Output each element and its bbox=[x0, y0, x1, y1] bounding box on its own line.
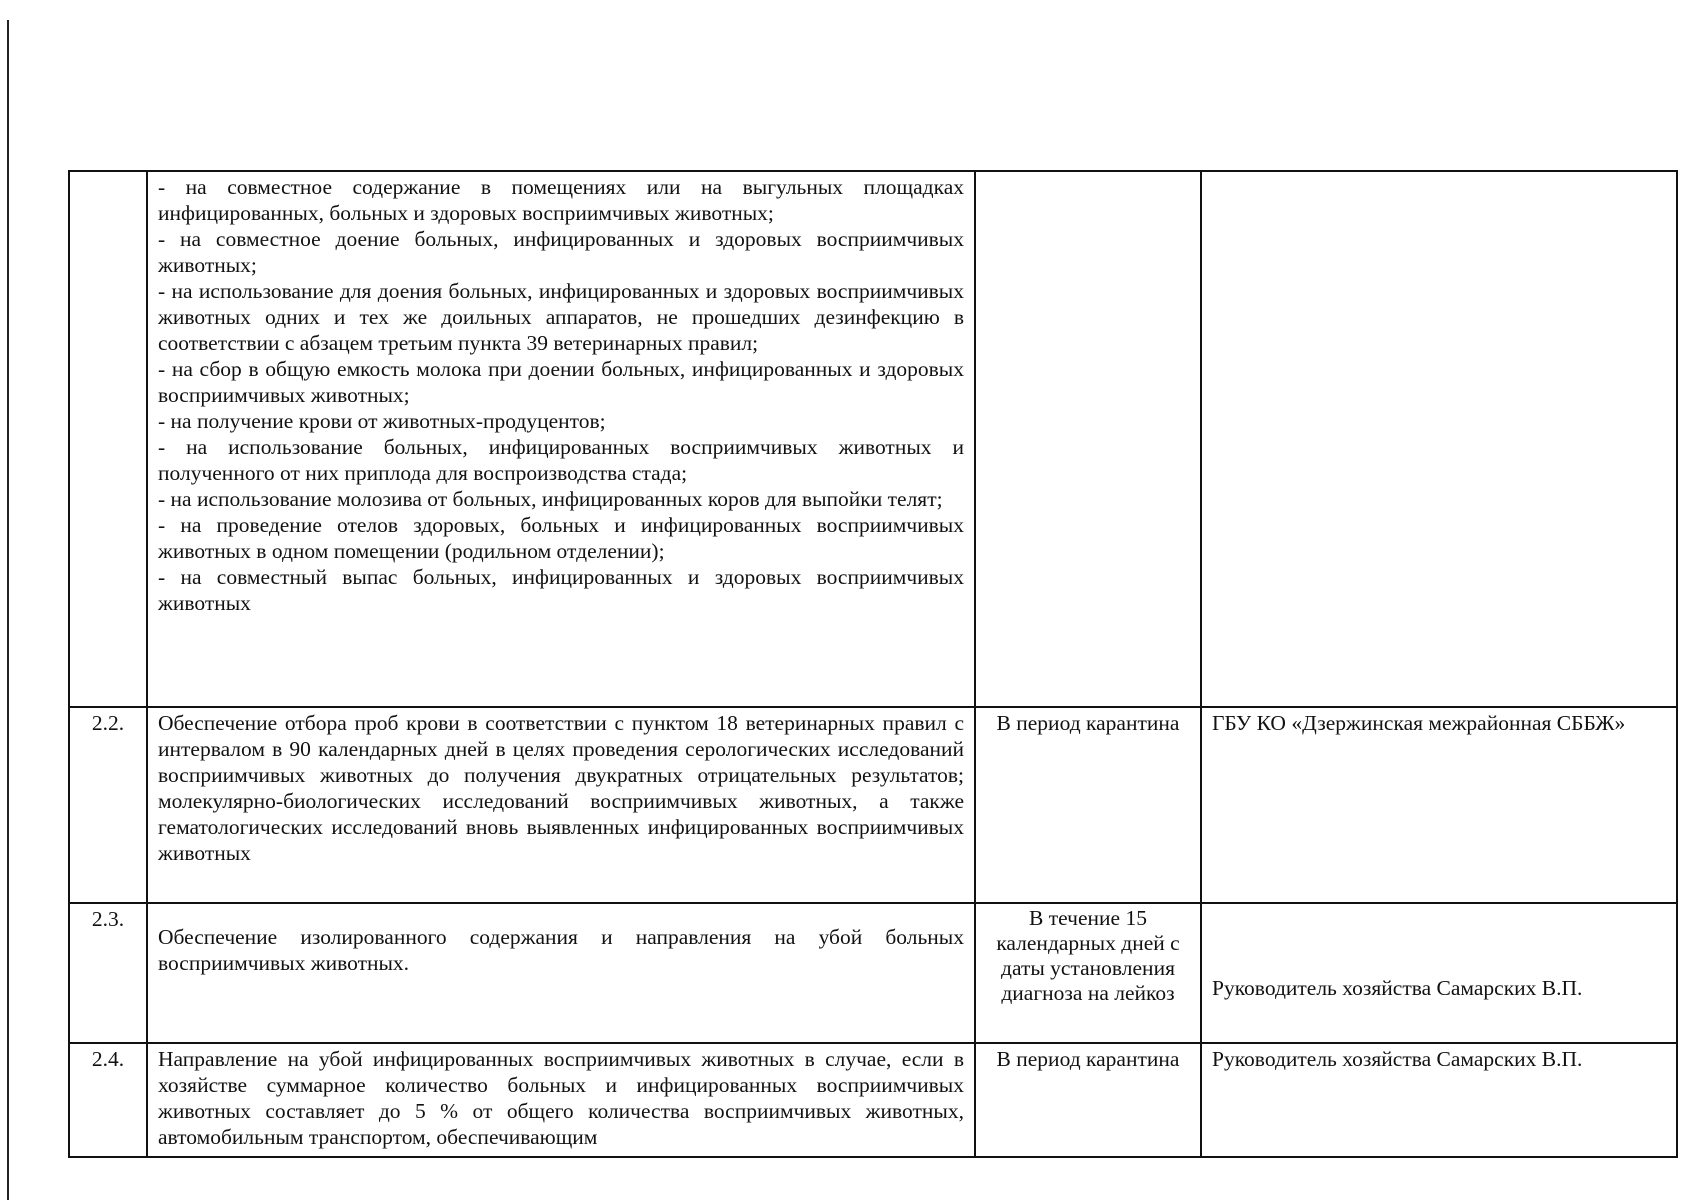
prohibition-item: - на совместное содержание в помещениях или на выгульных площадках инфицированных, больных и здоровых восприимчивых животных; bbox=[158, 175, 964, 225]
prohibition-item: - на совместный выпас больных, инфицированных и здоровых восприимчивых животных bbox=[158, 565, 964, 615]
measure-text bbox=[147, 707, 975, 903]
measure-paragraph: Направление на убой инфицированных восприимчивых животных в случае, если в хозяйстве суммарное количество больных и инфицированных восприимчивых животных составляет до 5 % от общего количества восприимчивых животных, автомобильным транспортом, обеспечивающим bbox=[158, 1047, 964, 1149]
row-number: 2.3. bbox=[69, 903, 147, 1043]
row-number: 2.4. bbox=[69, 1043, 147, 1157]
responsible-cell: ГБУ КО «Дзержинская межрайонная СББЖ» bbox=[1201, 707, 1677, 903]
prohibition-item: - на использование для доения больных, инфицированных и здоровых восприимчивых животных одних и тех же доильных аппаратов, не прошедших дезинфекцию в соответствии с абзацем третьим пункта 39 ветеринарных правил; bbox=[158, 279, 964, 355]
table-row bbox=[69, 171, 1677, 707]
row-number bbox=[69, 171, 147, 707]
table-row bbox=[69, 1043, 1677, 1157]
measures-table bbox=[68, 170, 1678, 1158]
measure-paragraph: Обеспечение отбора проб крови в соответствии с пунктом 18 ветеринарных правил с интервалом в 90 календарных дней в целях проведения серологических исследований восприимчивых животных до получения двукратных отрицательных результатов; молекулярно-биологических исследований восприимчивых животных, а также гематологических исследований вновь выявленных инфицированных восприимчивых животных bbox=[158, 711, 964, 865]
term-cell: В течение 15 календарных дней с даты установления диагноза на лейкоз bbox=[975, 903, 1201, 1043]
term-cell bbox=[975, 171, 1201, 707]
row-number: 2.2. bbox=[69, 707, 147, 903]
prohibition-item: - на проведение отелов здоровых, больных и инфицированных восприимчивых животных в одном помещении (родильном отделении); bbox=[158, 513, 964, 563]
responsible-cell: Руководитель хозяйства Самарских В.П. bbox=[1201, 903, 1677, 1043]
measure-paragraph: Обеспечение изолированного содержания и направления на убой больных восприимчивых животных. bbox=[158, 925, 964, 975]
table-row bbox=[69, 707, 1677, 903]
page-edge-line bbox=[7, 20, 9, 1200]
measure-text bbox=[147, 1043, 975, 1157]
measure-text bbox=[147, 171, 975, 707]
prohibition-item: - на совместное доение больных, инфицированных и здоровых восприимчивых животных; bbox=[158, 227, 964, 277]
prohibition-item: - на сбор в общую емкость молока при доении больных, инфицированных и здоровых восприимчивых животных; bbox=[158, 357, 964, 407]
table-row bbox=[69, 903, 1677, 1043]
responsible-cell: Руководитель хозяйства Самарских В.П. bbox=[1201, 1043, 1677, 1157]
prohibition-item: - на использование больных, инфицированных восприимчивых животных и полученного от них приплода для воспроизводства стада; bbox=[158, 435, 964, 485]
term-cell: В период карантина bbox=[975, 707, 1201, 903]
responsible-cell bbox=[1201, 171, 1677, 707]
term-cell: В период карантина bbox=[975, 1043, 1201, 1157]
prohibition-item: - на получение крови от животных-продуцентов; bbox=[158, 409, 606, 433]
measure-text bbox=[147, 903, 975, 1043]
prohibition-item: - на использование молозива от больных, инфицированных коров для выпойки телят; bbox=[158, 487, 943, 511]
